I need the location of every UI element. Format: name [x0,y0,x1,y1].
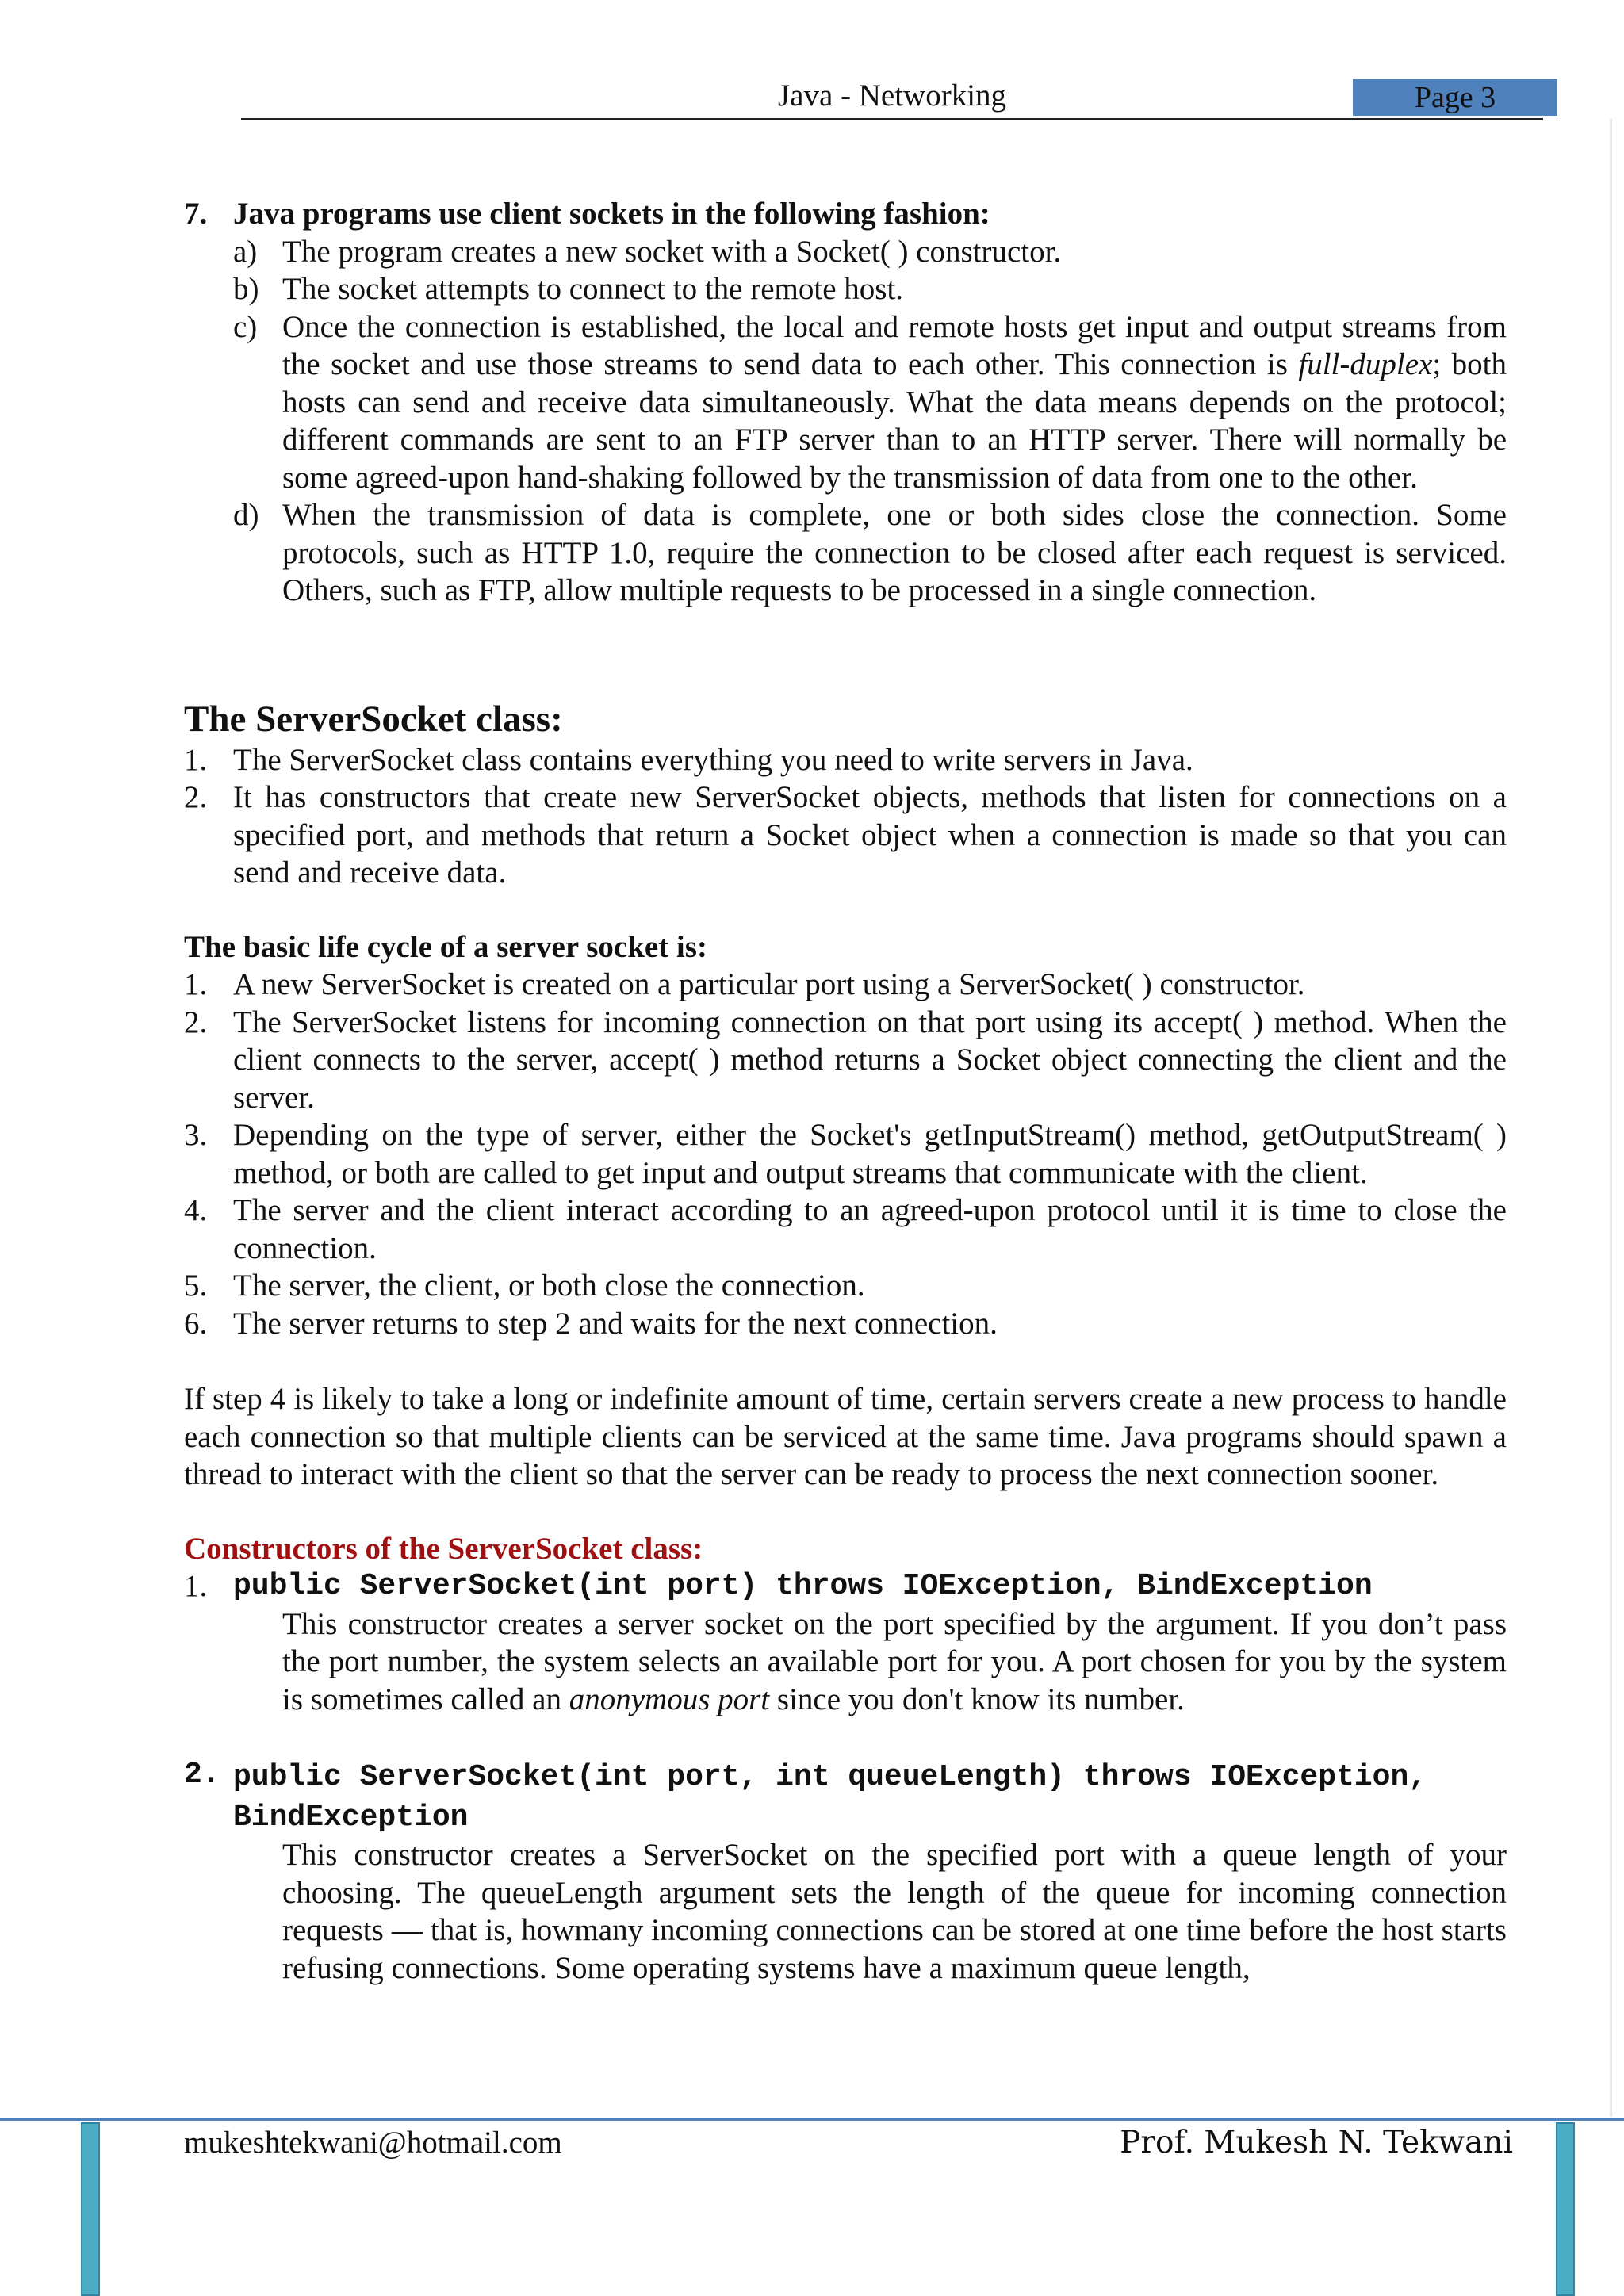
list-text [282,308,1507,497]
constructor-signature [184,1756,1507,1836]
list-marker: 1. [184,742,208,777]
list-text-part: Once the connection is established, the local and remote hosts get input and output streams from the socket and use those streams to send data to each other. This connection is [282,309,1507,381]
list-marker: 2. [184,780,208,814]
footer-bar-right [1556,2122,1575,2296]
body-paragraph: If step 4 is likely to take a long or indefinite amount of time, certain servers create a new process to handle each connection so that multiple clients can be serviced at the same time. Java programs should spawn a thread to interact with the client so that the server can be ready to process the next connection sooner. [184,1382,1507,1491]
list-marker: 3. [184,1118,208,1152]
constructor-description [184,1605,1507,1719]
list-text: A new ServerSocket is created on a particular port using a ServerSocket( ) constructor. [233,967,1305,1001]
section-number: 7. [184,197,208,231]
page-margin-rule [1610,119,1612,2117]
list-item [184,966,1507,1004]
list-marker: b) [233,272,259,306]
page-number-badge: Page 3 [1353,79,1557,116]
list-item [184,233,1507,271]
list-marker: c) [233,309,258,344]
constructors-heading: Constructors of the ServerSocket class: [184,1531,703,1566]
list-text: The server, the client, or both close the connection. [233,1269,865,1303]
list-text: When the transmission of data is complete, one or both sides close the connection. Some protocols, such as HTTP 1.0, require the connection to be closed after each request is serviced. Others, such as FTP, allow multiple requests to be processed in a single connection. [282,498,1507,607]
description-text: This constructor creates a server socket on the port specified by the argument. If you don’t pass the port number, the system selects an available port for you. A port chosen for you by the system is sometimes called an [282,1606,1507,1716]
header-rule [241,118,1543,120]
list-item [184,741,1507,779]
spacer [184,1718,1507,1756]
list-item [184,779,1507,892]
list-text: The program creates a new socket with a Socket( ) constructor. [282,234,1062,269]
spacer [184,1342,1507,1380]
list-marker: 1. [184,1569,208,1603]
page-content [184,195,1507,1987]
emphasis-text: full-duplex [1298,347,1433,381]
serversocket-heading: The ServerSocket class: [184,698,563,740]
list-text: The ServerSocket listens for incoming connection on that port using its accept( ) method. When the client connects to the server, accept( ) method returns a Socket object connecting the client and the server. [233,1004,1507,1115]
list-item [184,1192,1507,1267]
footer-author: Prof. Mukesh N. Tekwani [1120,2125,1513,2160]
list-item [184,1004,1507,1117]
code-signature: public ServerSocket(int port, int queueLength) throws IOException, [233,1760,1427,1794]
list-marker: d) [233,498,259,532]
list-text: The ServerSocket class contains everything you need to write servers in Java. [233,742,1193,777]
constructor-signature [184,1567,1507,1605]
list-item [184,1267,1507,1305]
list-text: The server returns to step 2 and waits for the next connection. [233,1306,998,1341]
list-item [184,308,1507,497]
list-text: The socket attempts to connect to the remote host. [282,272,904,306]
emphasis-text: anonymous port [569,1682,770,1716]
code-signature: BindException [233,1800,469,1835]
header-title: Java - Networking [777,78,1007,113]
list-item [184,270,1507,308]
footer-email: mukeshtekwani@hotmail.com [184,2126,562,2160]
list-marker: a) [233,234,258,269]
list-marker: 2. [184,1758,220,1792]
list-marker: 1. [184,967,208,1001]
list-text: It has constructors that create new ServerSocket objects, methods that listen for connections on a specified port, and methods that return a Socket object when a connection is made so that you can send and receive data. [233,780,1507,890]
footer-rule [0,2118,1624,2121]
list-marker: 4. [184,1193,208,1227]
section-heading-text: Java programs use client sockets in the following fashion: [233,197,990,231]
lifecycle-heading: The basic life cycle of a server socket is: [184,929,707,964]
footer-bar-left [81,2122,100,2296]
description-text: since you don't know its number. [769,1682,1185,1716]
list-text-part: ; both hosts can send and receive data simultaneously. What the data means depends on the protocol; different commands are sent to an FTP server than to an HTTP server. There will normally be some agreed-upon hand-shaking followed by the transmission of data from one to the other. [282,347,1507,495]
list-text: The server and the client interact according to an agreed-upon protocol until it is time to close the connection. [233,1193,1507,1265]
list-item [184,1305,1507,1343]
code-signature-block [233,1756,1507,1836]
constructor-description: This constructor creates a ServerSocket on the specified port with a queue length of your choosing. The queueLength argument sets the length of the queue for incoming connection requests — that is, howmany incoming connections can be stored at one time before the host starts refusing connections. Some operating systems have a maximum queue length, [282,1838,1507,1985]
list-marker: 6. [184,1306,208,1341]
list-marker: 5. [184,1269,208,1303]
section-7-heading [184,195,1507,233]
list-text: Depending on the type of server, either the Socket's getInputStream() method, getOutputStream( ) method, or both are called to get input and output streams that communicate with the client. [233,1118,1507,1190]
list-item [184,496,1507,610]
list-item [184,1116,1507,1192]
list-marker: 2. [184,1004,208,1039]
code-signature: public ServerSocket(int port) throws IOException, BindException [233,1569,1373,1603]
